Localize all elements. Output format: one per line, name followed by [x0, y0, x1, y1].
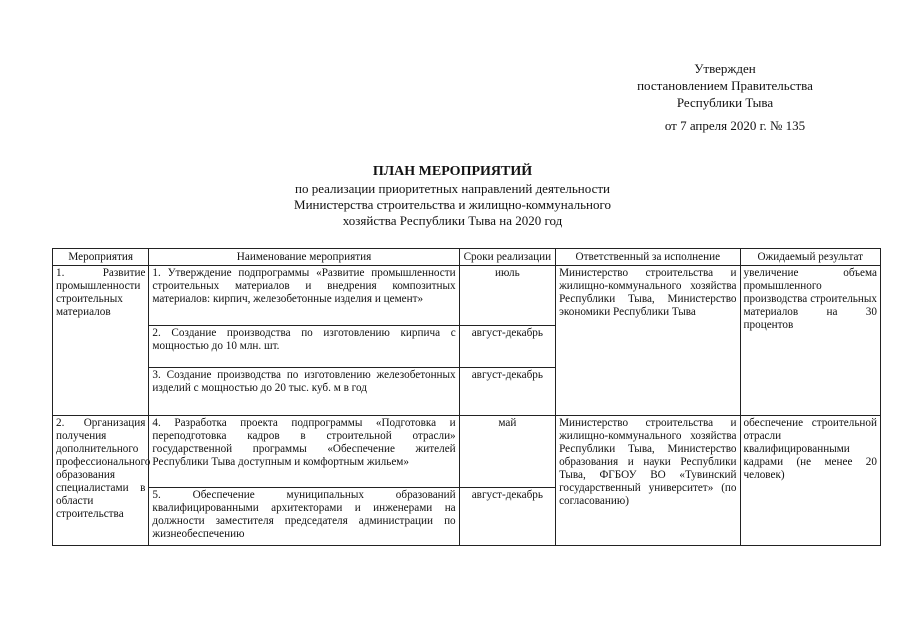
event-name-cell: 1. Утверждение подпрограммы «Развитие промышленности строительных материалов и внедрения композитных материалов: кирпич, железобетонные изделия и цемент»: [149, 266, 459, 326]
header-terms: Сроки реализации: [459, 249, 555, 266]
header-result: Ожидаемый результат: [740, 249, 880, 266]
subtitle-line-2: Министерства строительства и жилищно-коммунального: [294, 197, 611, 212]
term-cell: август-декабрь: [459, 326, 555, 368]
responsible-cell: Министерство строительства и жилищно-коммунального хозяйства Республики Тыва, Министерство экономики Республики Тыва: [556, 266, 740, 416]
term-cell: май: [459, 416, 555, 488]
event-name-cell: 3. Создание производства по изготовлению железобетонных изделий с мощностью до 20 тыс. куб. м в год: [149, 368, 459, 416]
event-name-cell: 5. Обеспечение муниципальных образований квалифицированными архитекторами и инженерами на должности заместителя председателя администрации по жизнеобеспечению: [149, 488, 459, 546]
approval-line-1: Утвержден: [694, 61, 756, 76]
header-name: Наименование мероприятия: [149, 249, 459, 266]
page-title: ПЛАН МЕРОПРИЯТИЙ: [372, 164, 533, 179]
approval-stamp: [560, 60, 890, 134]
approval-line-2: постановлением Правительства: [637, 78, 813, 93]
event-name-cell: 4. Разработка проекта подпрограммы «Подготовка и переподготовка кадров в строительной отрасли» государственной программы «Обеспечение жителей Республики Тыва доступным и комфортным жильем»: [149, 416, 459, 488]
subtitle-line-3: хозяйства Республики Тыва на 2020 год: [342, 213, 563, 228]
approval-date: от 7 апреля 2020 г. № 135: [664, 118, 806, 133]
approval-line-3: Республики Тыва: [676, 95, 774, 110]
result-cell: увеличение объема промышленного производства строительных материалов на 30 процентов: [740, 266, 880, 416]
term-cell: август-декабрь: [459, 488, 555, 546]
term-cell: август-декабрь: [459, 368, 555, 416]
table-row: [53, 266, 881, 326]
document-title: [0, 164, 905, 229]
responsible-cell: Министерство строительства и жилищно-коммунального хозяйства Республики Тыва, Министерство образования и науки Республики Тыва, ФГБОУ ВО «Тувинский государственный университет» (по согласованию): [556, 416, 740, 546]
plan-table: [52, 248, 881, 546]
term-cell: июль: [459, 266, 555, 326]
measure-cell: 2. Организация получения дополнительного профессионального образования специалистами в области строительства: [53, 416, 149, 546]
subtitle-line-1: по реализации приоритетных направлений деятельности: [295, 181, 610, 196]
table-row: [53, 416, 881, 488]
event-name-cell: 2. Создание производства по изготовлению кирпича с мощностью до 10 млн. шт.: [149, 326, 459, 368]
table-header-row: [53, 249, 881, 266]
header-measures: Мероприятия: [53, 249, 149, 266]
measure-cell: 1. Развитие промышленности строительных материалов: [53, 266, 149, 416]
header-responsible: Ответственный за исполнение: [556, 249, 740, 266]
result-cell: обеспечение строительной отрасли квалифицированными кадрами (не менее 20 человек): [740, 416, 880, 546]
